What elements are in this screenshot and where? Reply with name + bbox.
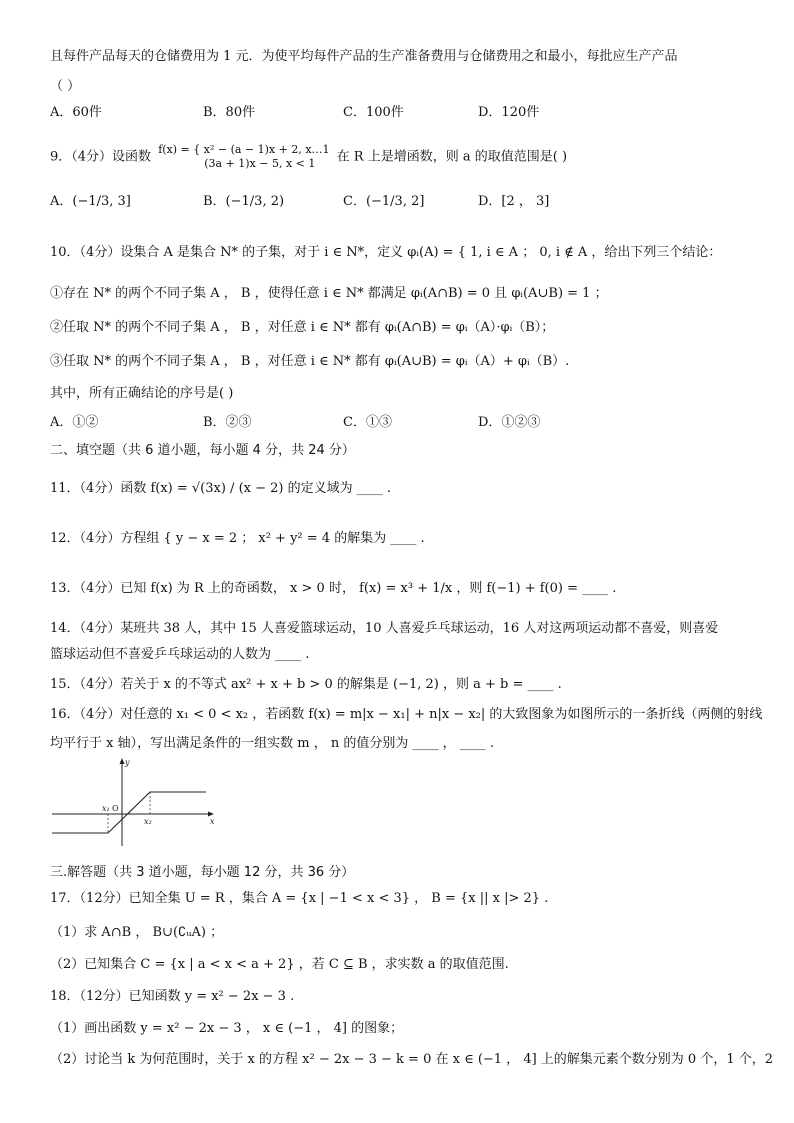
q9-prefix: 9．（4分）设函数 <box>50 149 152 165</box>
q9-piece-bottom: (3a + 1)x − 5, x < 1 <box>204 157 316 170</box>
q10-statement-2: ②任取 N* 的两个不同子集 A ， B ，对任意 i ∈ N* 都有 φᵢ(A∩B) = φᵢ（A）·φᵢ（B）； <box>50 320 555 335</box>
x-axis-arrow <box>208 812 214 817</box>
q9-piece-top: f(x) = { x² − (a − 1)x + 2, x…1 <box>158 143 330 156</box>
q14-stem-line2: 篮球运动但不喜爱乒乓球运动的人数为 ____ . <box>50 647 310 662</box>
q16-stem-line2: 均平行于 x 轴），写出满足条件的一组实数 m ， n 的值分别为 ____ ， ____ . <box>50 736 494 751</box>
q16-graph <box>46 756 226 848</box>
q8-option-c: C．100件 <box>343 105 404 120</box>
q9-option-b: B．(−1/3, 2) <box>203 194 285 209</box>
q8-option-a: A．60件 <box>50 105 102 120</box>
q8-option-b: B．80件 <box>203 105 256 120</box>
q10-question: 其中，所有正确结论的序号是( ) <box>50 386 234 401</box>
piecewise-line <box>52 792 206 833</box>
q18-part-2: （2）讨论当 k 为何范围时，关于 x 的方程 x² − 2x − 3 − k = 0 在 x ∈ (−1 ， 4] 上的解集元素个数分别为 0 个，1 个，2 <box>50 1052 774 1067</box>
q8-option-d: D．120件 <box>478 105 540 120</box>
q17-part-1: （1）求 A∩B ， B∪(∁ᵤA) ； <box>50 925 224 940</box>
y-axis-arrow <box>120 758 125 764</box>
q17-part-2: （2）已知集合 C = {x | a < x < a + 2} ，若 C ⊆ B ，求实数 a 的取值范围. <box>50 957 509 972</box>
q18-part-1: （1）画出函数 y = x² − 2x − 3 ， x ∈ (−1 ， 4] 的图象； <box>50 1021 404 1036</box>
q9-piecewise-function <box>158 143 329 171</box>
q11-stem: 11．（4分）函数 f(x) = √(3x) / (x − 2) 的定义域为 ____ . <box>50 481 391 496</box>
q13-stem: 13．（4分）已知 f(x) 为 R 上的奇函数， x > 0 时， f(x) = x³ + 1/x ，则 f(−1) + f(0) = ____ . <box>50 581 617 596</box>
q15-stem: 15．（4分）若关于 x 的不等式 ax² + x + b > 0 的解集是 (−1, 2) ，则 a + b = ____ . <box>50 677 562 692</box>
q14-stem-line1: 14．（4分）某班共 38 人，其中 15 人喜爱篮球运动，10 人喜爱乒乓球运动，16 人对这两项运动都不喜爱，则喜爱 <box>50 621 719 636</box>
q9-suffix: 在 R 上是增函数，则 a 的取值范围是( ) <box>336 149 568 165</box>
origin-label: O <box>112 804 119 813</box>
q12-stem: 12．（4分）方程组 { y − x = 2 ； x² + y² = 4 的解集为 ____ . <box>50 531 425 546</box>
q9-option-d: D．[2 ， 3] <box>478 194 550 209</box>
section-3-heading: 三.解答题（共 3 道小题，每小题 12 分，共 36 分） <box>50 865 355 880</box>
y-axis-label: y <box>125 758 130 767</box>
x-axis-label: x <box>210 817 215 826</box>
q10-option-a: A．①② <box>50 415 99 430</box>
q10-option-b: B．②③ <box>203 415 252 430</box>
q10-option-d: D．①②③ <box>478 415 541 430</box>
q16-stem-line1: 16．（4分）对任意的 x₁ < 0 < x₂ ，若函数 f(x) = m|x − x₁| + n|x − x₂| 的大致图象为如图所示的一条折线（两侧的射线 <box>50 707 763 722</box>
q10-stem: 10．（4分）设集合 A 是集合 N* 的子集，对于 i ∈ N*，定义 φᵢ(A) = { 1, i ∈ A ； 0, i ∉ A ，给出下列三个结论： <box>50 245 722 260</box>
q18-stem: 18．（12分）已知函数 y = x² − 2x − 3 . <box>50 989 295 1004</box>
q9-option-c: C．(−1/3, 2] <box>343 194 425 209</box>
q9-stem <box>50 143 567 171</box>
q17-stem: 17．（12分）已知全集 U = R ，集合 A = {x | −1 < x < 3} ， B = {x || x |> 2} . <box>50 891 549 906</box>
q8-stem-line1: 且每件产品每天的仓储费用为 1 元．为使平均每件产品的生产准备费用与仓储费用之和最小，每批应生产产品 <box>50 49 678 64</box>
q9-option-a: A．(−1/3, 3] <box>50 194 131 209</box>
q8-answer-paren: （ ） <box>50 79 81 94</box>
q10-statement-1: ①存在 N* 的两个不同子集 A ， B ，使得任意 i ∈ N* 都满足 φᵢ(A∩B) = 0 且 φᵢ(A∪B) = 1 ； <box>50 286 608 301</box>
q10-option-c: C．①③ <box>343 415 392 430</box>
section-2-heading: 二、填空题（共 6 道小题，每小题 4 分，共 24 分） <box>50 443 355 458</box>
x2-label: x₂ <box>144 817 152 826</box>
x1-label: x₁ <box>102 804 110 813</box>
q10-statement-3: ③任取 N* 的两个不同子集 A ， B ，对任意 i ∈ N* 都有 φᵢ(A∪B) = φᵢ（A）+ φᵢ（B）. <box>50 354 570 369</box>
